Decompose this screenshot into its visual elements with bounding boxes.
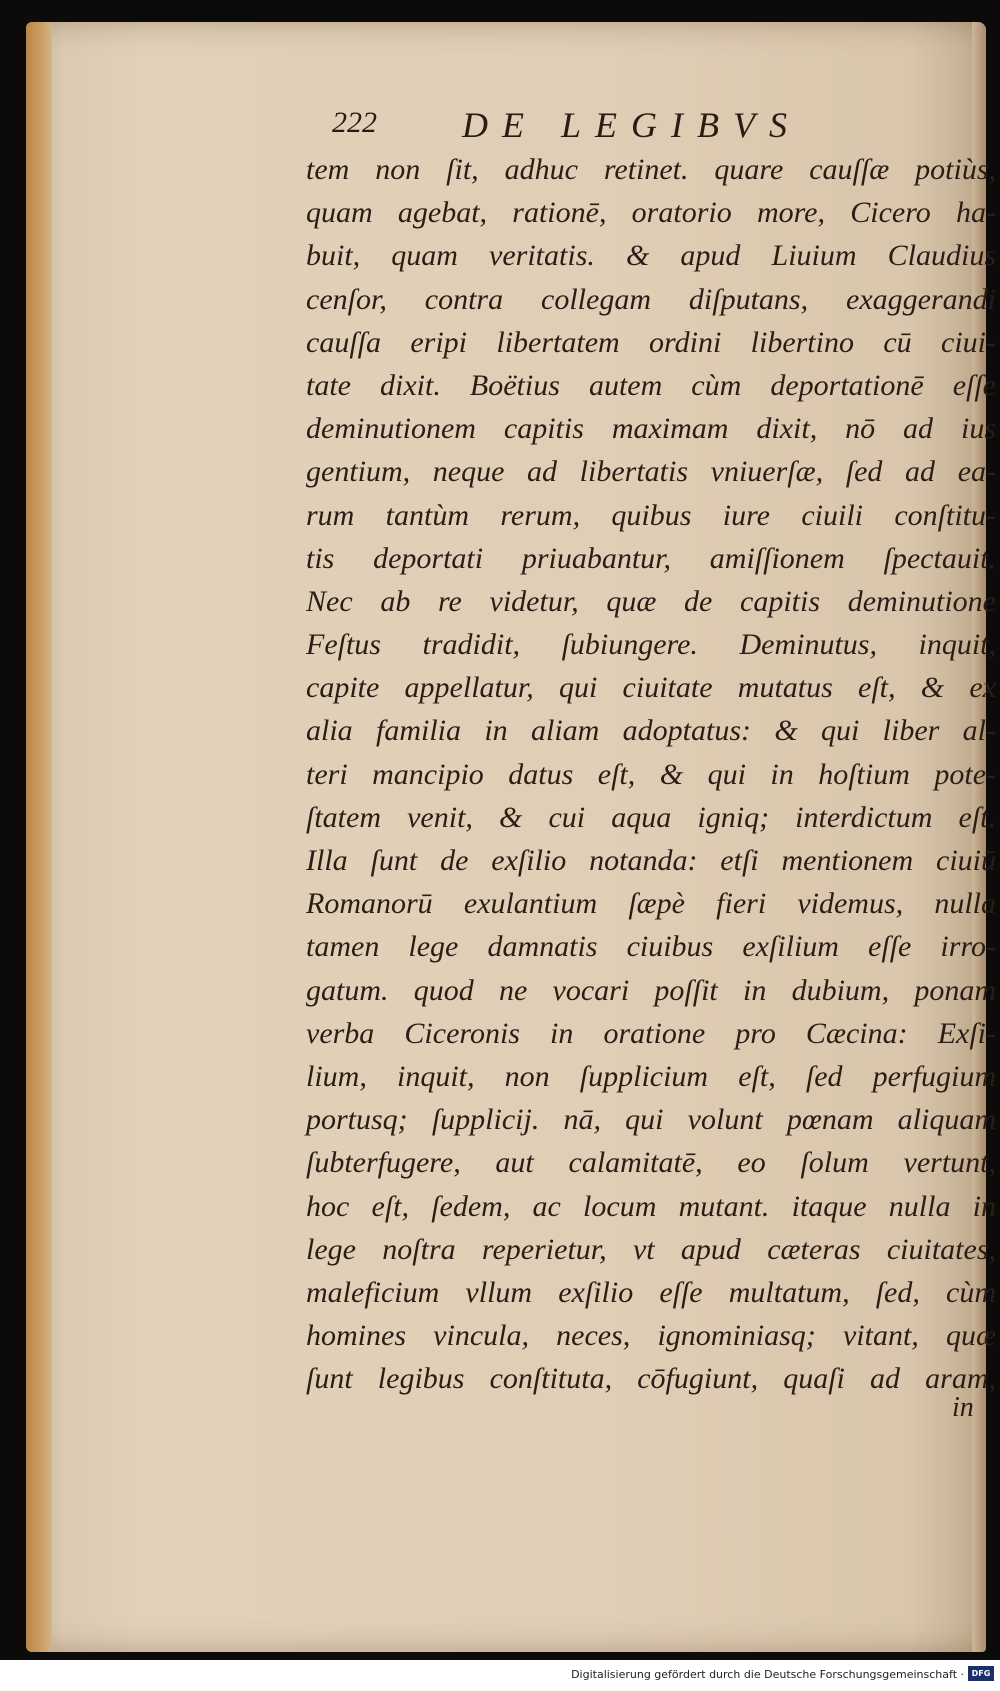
text-line: maleficium vllum exſilio eſſe multatum, ſed, cùm (306, 1275, 996, 1309)
text-line: verba Ciceronis in oratione pro Cæcina: Exſi- (306, 1016, 996, 1050)
text-line: gentium, neque ad libertatis vniuerſæ, ſed ad ea- (306, 455, 996, 489)
catchword: in (952, 1392, 974, 1423)
text-line: Illa ſunt de exſilio notanda: etſi mentionem ciuiū (306, 844, 996, 877)
text-line: ſubterfugere, aut calamitatē, eo ſolum vertunt, (306, 1146, 996, 1180)
text-line: portusq; ſupplicij. nā, qui volunt pœnam aliquam (306, 1103, 996, 1137)
text-line: capite appellatur, qui ciuitate mutatus eſt, & ex (306, 671, 996, 705)
text-line: rum tantùm rerum, quibus iure ciuili conſtitu- (306, 498, 996, 532)
text-line: deminutionem capitis maximam dixit, nō ad ius (306, 412, 996, 446)
running-head (332, 104, 872, 148)
text-line: Romanorū exulantium ſæpè fieri videmus, nulla (306, 887, 996, 921)
text-line: quam agebat, rationē, oratorio more, Cicero ha- (306, 196, 996, 230)
text-line: tis deportati priuabantur, amiſſionem ſpectauit. (306, 541, 996, 575)
text-line: tamen lege damnatis ciuibus exſilium eſſe irro- (306, 930, 996, 964)
text-line: lege noſtra reperietur, vt apud cæteras ciuitates, (306, 1232, 996, 1266)
text-line: lium, inquit, non ſupplicium eſt, ſed perfugium (306, 1059, 996, 1093)
text-line: alia familia in aliam adoptatus: & qui liber al- (306, 714, 996, 748)
book-page (26, 22, 996, 1652)
text-line: Nec ab re videtur, quæ de capitis deminutione (306, 584, 996, 618)
text-line: buit, quam veritatis. & apud Liuium Claudius (306, 239, 996, 273)
text-line: cauſſa eripi libertatem ordini libertino cū ciui- (306, 325, 996, 359)
page-number: 222 (332, 106, 377, 139)
text-line: tate dixit. Boëtius autem cùm deportationē eſſe (306, 368, 996, 402)
text-line: ſtatem venit, & cui aqua igniq; interdictum eſt. (306, 800, 996, 834)
text-line: ſunt legibus conſtituta, cōfugiunt, quaſi ad aram, (306, 1362, 996, 1396)
text-line: tem non ſit, adhuc retinet. quare cauſſæ potiùs, (306, 153, 996, 186)
text-line: homines vincula, neces, ignominiasq; vitant, quæ (306, 1319, 996, 1353)
text-line: hoc eſt, ſedem, ac locum mutant. itaque nulla in (306, 1189, 996, 1223)
text-line: Feſtus tradidit, ſubiungere. Deminutus, inquit, (306, 628, 996, 662)
footer-credit: Digitalisierung gefördert durch die Deutsche Forschungsgemeinschaft · (571, 1668, 964, 1681)
page-edge-left (26, 22, 52, 1652)
text-line: gatum. quod ne vocari poſſit in dubium, ponam (306, 973, 996, 1007)
running-title: DE LEGIBVS (462, 105, 801, 145)
footer-bar (0, 1660, 1000, 1691)
text-line: cenſor, contra collegam diſputans, exaggerandi (306, 282, 996, 316)
body-text (306, 148, 996, 1400)
dfg-logo-icon: DFG (968, 1666, 994, 1681)
text-line: teri mancipio datus eſt, & qui in hoſtium pote- (306, 757, 996, 791)
